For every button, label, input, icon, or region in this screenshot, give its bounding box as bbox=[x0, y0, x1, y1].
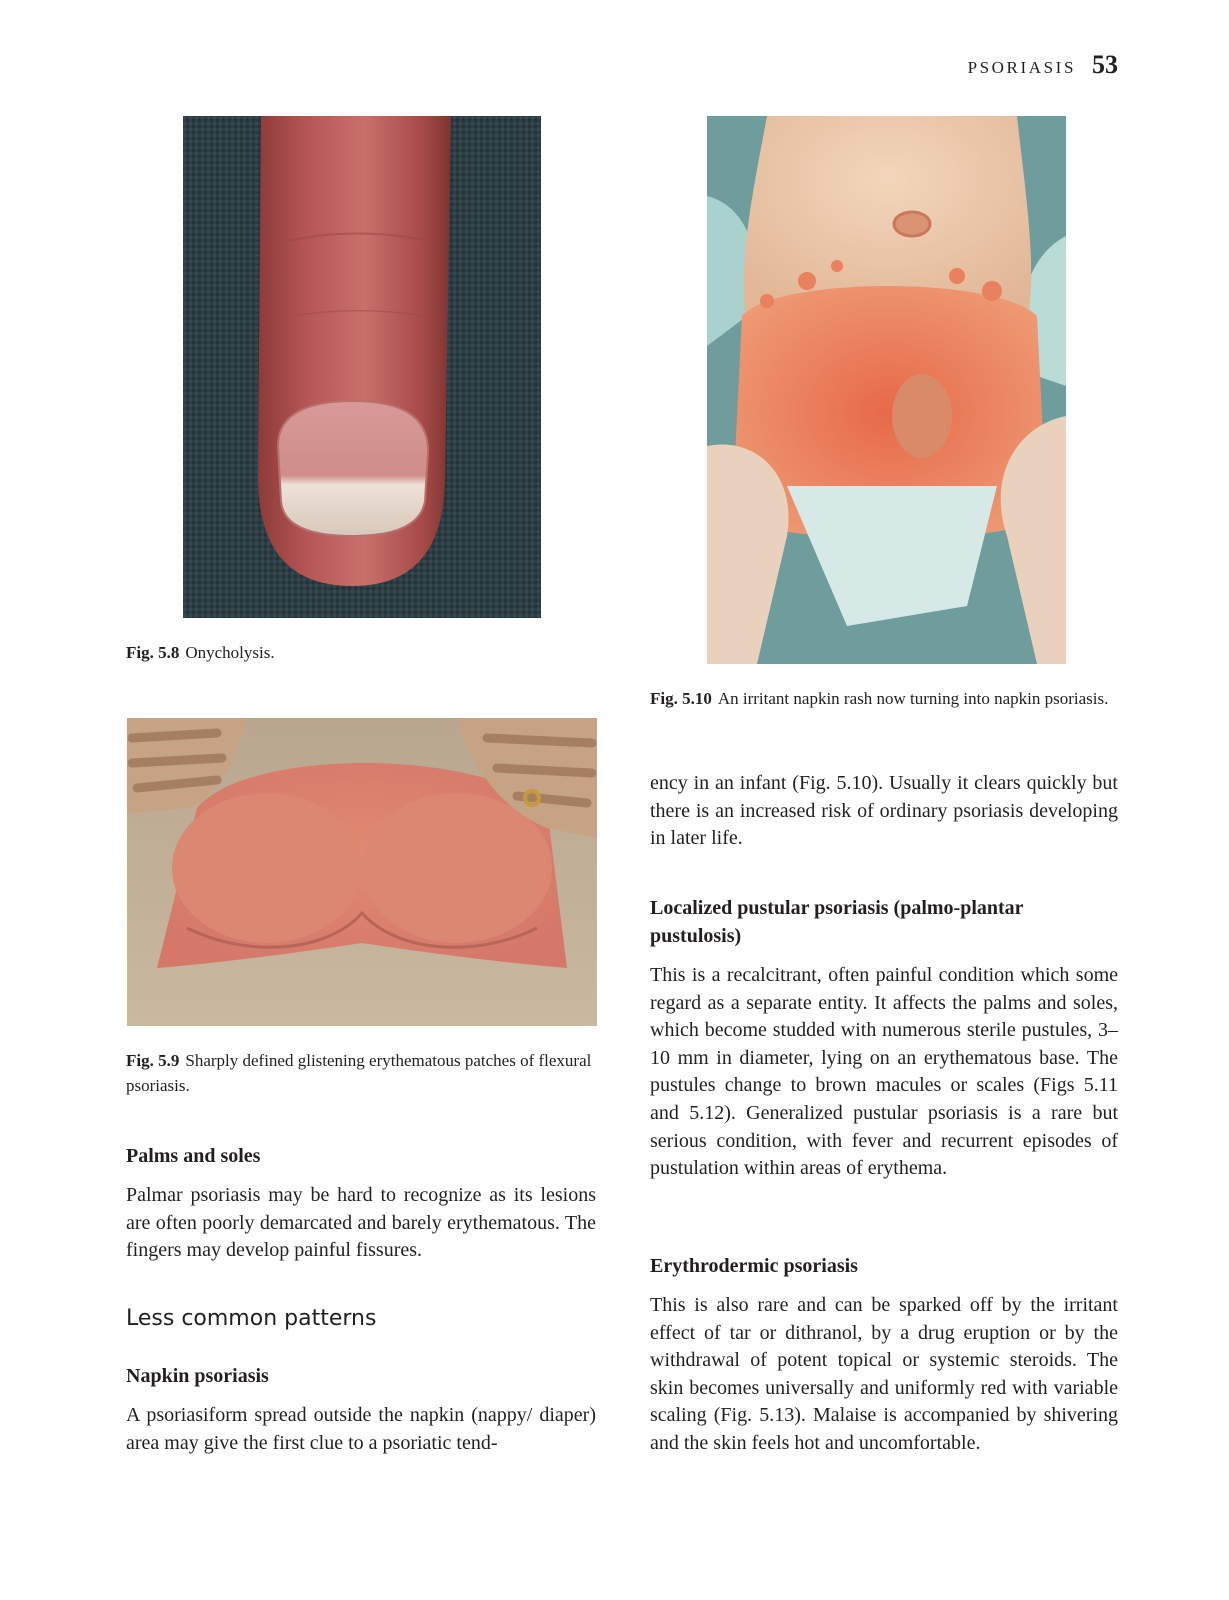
figure-5-8-onycholysis-photo bbox=[183, 116, 541, 618]
figure-5-10-caption-text: An irritant napkin rash now turning into napkin psoriasis. bbox=[717, 689, 1109, 708]
paragraph-palms-and-soles: Palmar psoriasis may be hard to recognize as its lesions are often poorly demarcated and barely erythematous. The fingers may develop painful fissures. bbox=[126, 1184, 596, 1262]
figure-5-10-caption bbox=[650, 686, 1120, 711]
running-head bbox=[968, 50, 1118, 80]
heading-erythrodermic-psoriasis: Erythrodermic psoriasis bbox=[650, 1255, 858, 1277]
paragraph-napkin-psoriasis: A psoriasiform spread outside the napkin (nappy/ diaper) area may give the first clue to a psoriatic tend- bbox=[126, 1404, 596, 1454]
figure-5-8-caption-text: Onycholysis. bbox=[185, 643, 275, 662]
running-title: PSORIASIS bbox=[967, 58, 1076, 77]
paragraph-erythrodermic-psoriasis: This is also rare and can be sparked off by the irritant effect of tar or dithranol, by a drug eruption or by the withdrawal of potent topical or systemic steroids. The skin becomes universally and uniformly red with variable scaling (Fig. 5.13). Malaise is accompanied by shivering and the skin feels hot and uncomfortable. bbox=[650, 1294, 1118, 1454]
figure-5-8-label: Fig. 5.8 bbox=[126, 643, 180, 662]
page-number: 53 bbox=[1092, 50, 1118, 79]
figure-5-9-caption-text: Sharply defined glistening erythematous patches of flexural psoriasis. bbox=[126, 1051, 592, 1095]
heading-palms-and-soles: Palms and soles bbox=[126, 1145, 261, 1167]
figure-5-8-caption bbox=[126, 640, 526, 665]
heading-localized-pustular-psoriasis: Localized pustular psoriasis (palmo-plantar pustulosis) bbox=[650, 897, 1024, 947]
figure-5-10-napkin-rash-photo bbox=[707, 116, 1066, 664]
figure-5-9-caption bbox=[126, 1048, 594, 1098]
heading-less-common-patterns: Less common patterns bbox=[126, 1306, 377, 1331]
figure-5-9-flexural-psoriasis-photo bbox=[127, 718, 597, 1026]
heading-napkin-psoriasis: Napkin psoriasis bbox=[126, 1365, 269, 1387]
figure-5-10-label: Fig. 5.10 bbox=[650, 689, 712, 708]
figure-5-9-label: Fig. 5.9 bbox=[126, 1051, 180, 1070]
paragraph-napkin-continuation: ency in an infant (Fig. 5.10). Usually it clears quickly but there is an increased risk of ordinary psoriasis developing in later life. bbox=[650, 772, 1118, 850]
paragraph-localized-pustular-psoriasis: This is a recalcitrant, often painful condition which some regard as a separate entity. It affects the palms and soles, which become studded with numerous sterile pustules, 3–10 mm in diameter, lying on an erythematous base. The pustules change to brown macules or scales (Figs 5.11 and 5.12). Generalized pustular psoriasis is a rare but serious condition, with fever and recurrent episodes of pustulation within areas of erythema. bbox=[650, 964, 1118, 1180]
